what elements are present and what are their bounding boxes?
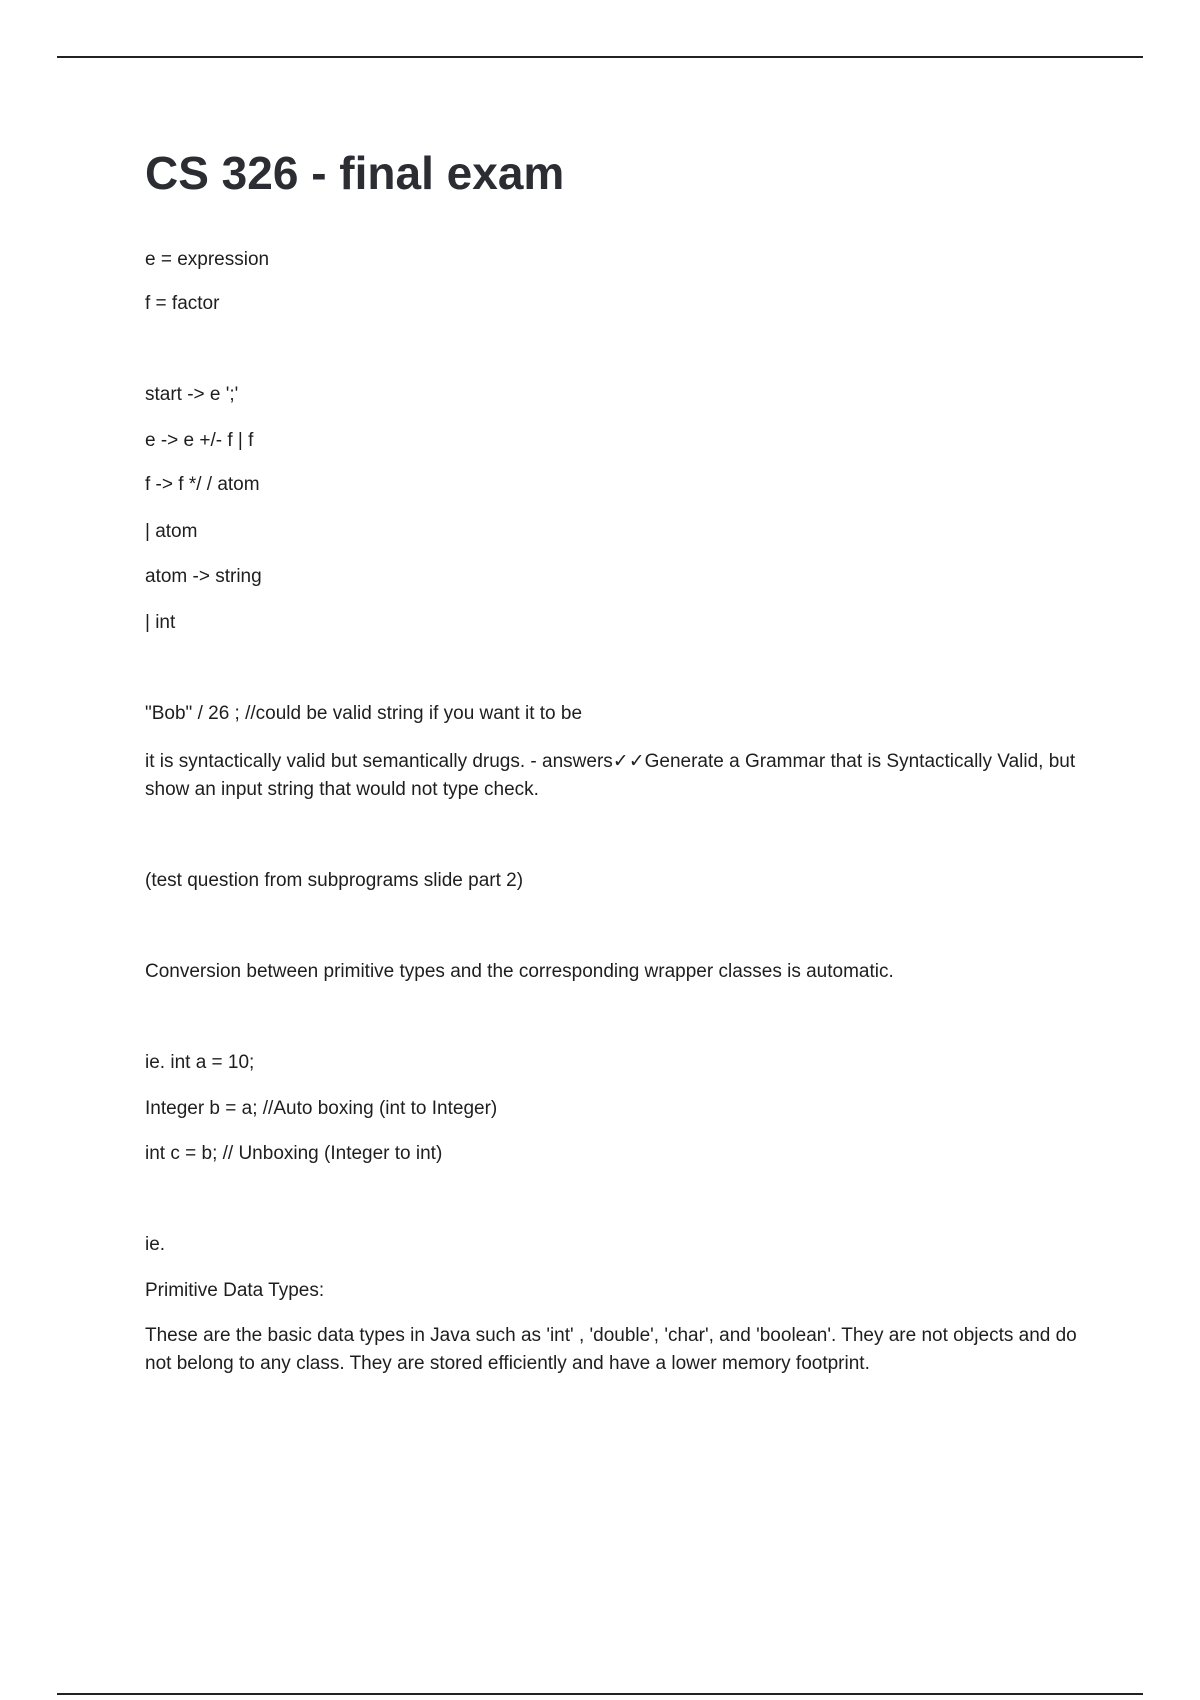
grammar-rule-expression: e -> e +/- f | f [145, 430, 254, 451]
text-line-conversion: Conversion between primitive types and the corresponding wrapper classes is automatic. [145, 961, 894, 982]
header-rule [57, 56, 1143, 58]
code-line-unboxing: int c = b; // Unboxing (Integer to int) [145, 1143, 443, 1164]
grammar-rule-int-alt: | int [145, 612, 176, 633]
grammar-rule-atom: atom -> string [145, 566, 262, 587]
code-line-int-a: ie. int a = 10; [145, 1052, 255, 1073]
primitive-types-paragraph: These are the basic data types in Java such as 'int' , 'double', 'char', and 'boolean'. They are not objects and do not belong to any class. They are stored efficiently and have a lower memory footprint. [145, 1325, 1077, 1374]
section-heading-primitive-types: Primitive Data Types: [145, 1280, 325, 1301]
answer-paragraph: it is syntactically valid but semantically drugs. - answers✓✓Generate a Grammar that is Syntactically Valid, but show an input string that would not type check. [145, 751, 1076, 800]
text-line-ie: ie. [145, 1234, 166, 1255]
note-test-question: (test question from subprograms slide part 2) [145, 870, 524, 891]
grammar-rule-atom-alt: | atom [145, 521, 198, 542]
grammar-rule-start: start -> e ';' [145, 384, 239, 405]
example-input-string: "Bob" / 26 ; //could be valid string if you want it to be [145, 703, 583, 724]
text-line-factor: f = factor [145, 293, 220, 314]
page-title: CS 326 - final exam [145, 147, 565, 199]
footer-rule [57, 1693, 1143, 1695]
grammar-rule-factor: f -> f */ / atom [145, 474, 260, 495]
code-line-autoboxing: Integer b = a; //Auto boxing (int to Integer) [145, 1098, 498, 1119]
text-line-expression: e = expression [145, 249, 270, 270]
